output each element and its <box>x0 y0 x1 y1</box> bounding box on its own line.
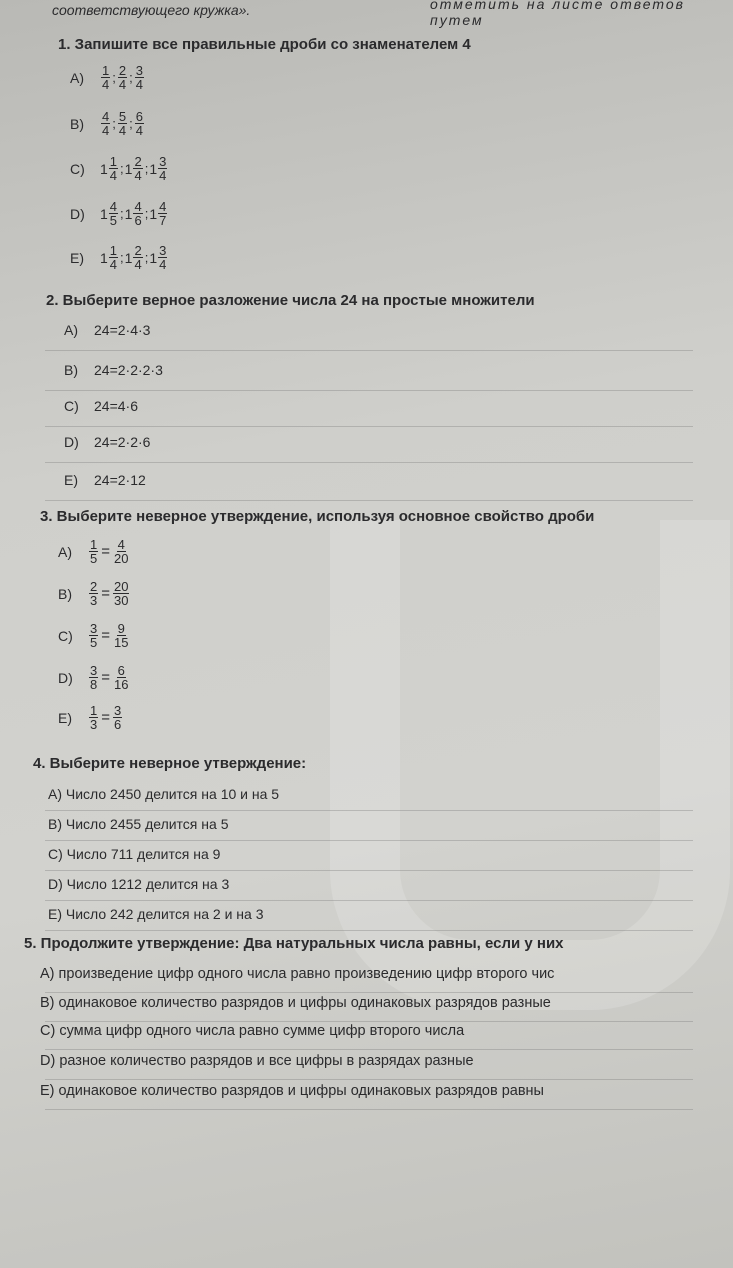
numerator: 4 <box>102 109 110 124</box>
denominator: 5 <box>90 551 98 566</box>
ruled-line <box>45 992 693 993</box>
answer-option <box>70 200 168 227</box>
numerator: 4 <box>134 199 142 214</box>
equals-sign: = <box>101 669 110 686</box>
ruled-line <box>45 840 693 841</box>
option-letter: B) <box>64 362 78 378</box>
separator: ; <box>144 250 149 265</box>
denominator: 8 <box>90 677 98 692</box>
numerator: 20 <box>114 579 129 594</box>
denominator: 4 <box>135 77 143 92</box>
numerator: 3 <box>114 703 122 718</box>
denominator: 4 <box>135 123 143 138</box>
numerator: 2 <box>118 63 127 78</box>
whole-part: 1 <box>100 249 108 266</box>
answer-option <box>70 155 168 182</box>
denominator: 3 <box>90 717 98 732</box>
fraction <box>158 155 167 182</box>
fraction <box>109 155 118 182</box>
ruled-line <box>45 1109 693 1110</box>
answer-option: B) одинаковое количество разрядов и цифры одинаковых разрядов разные <box>40 995 551 1011</box>
separator: ; <box>120 161 124 176</box>
whole-part: 1 <box>149 249 158 266</box>
whole-part: 1 <box>124 160 133 177</box>
fraction <box>133 155 142 182</box>
fraction <box>118 64 127 91</box>
answer-option: E) Число 242 делится на 2 и на 3 <box>48 906 264 922</box>
option-letter: A) <box>64 322 78 338</box>
numerator: 3 <box>90 663 98 678</box>
answer-option <box>58 622 130 649</box>
answer-option <box>64 322 150 338</box>
numerator: 4 <box>117 537 125 552</box>
ruled-line <box>45 1079 693 1080</box>
fraction-right <box>113 704 122 731</box>
answer-option: C) Число 711 делится на 9 <box>48 846 221 862</box>
denominator: 4 <box>118 77 127 92</box>
answer-option <box>58 538 130 565</box>
denominator: 3 <box>90 593 98 608</box>
numerator: 1 <box>109 154 118 169</box>
option-letter: E) <box>64 472 78 488</box>
answer-option <box>64 472 146 488</box>
answer-option <box>58 664 130 691</box>
numerator: 6 <box>117 663 125 678</box>
equals-sign: = <box>101 709 110 726</box>
option-text: 24=4·6 <box>94 398 138 414</box>
ruled-line <box>45 930 693 931</box>
option-letter: C) <box>58 627 73 644</box>
numerator: 2 <box>134 243 142 258</box>
fraction <box>101 110 110 137</box>
fraction-left <box>89 704 98 731</box>
fraction <box>158 200 167 227</box>
header-text-left: соответствующего кружка». <box>52 2 251 18</box>
answer-option: A) Число 2450 делится на 10 и на 5 <box>48 786 280 802</box>
fraction-left <box>89 622 98 649</box>
option-letter: C) <box>70 160 85 177</box>
fraction-right <box>113 538 129 565</box>
fraction-right <box>113 622 129 649</box>
option-letter: D) <box>58 669 73 686</box>
option-letter: B) <box>70 115 84 132</box>
ruled-line <box>45 426 693 427</box>
denominator: 4 <box>118 123 127 138</box>
numerator: 1 <box>102 63 110 78</box>
answer-option: E) одинаковое количество разрядов и цифры одинаковых разрядов равны <box>40 1083 544 1099</box>
header-text-right: отметить на листе ответов путем <box>430 0 685 28</box>
answer-option: D) разное количество разрядов и все цифры в разрядах разные <box>40 1053 474 1069</box>
option-letter: D) <box>64 434 79 450</box>
option-letter: B) <box>58 585 72 602</box>
question-2-title: 2. Выберите верное разложение числа 24 на простые множители <box>46 292 535 309</box>
numerator: 1 <box>90 703 98 718</box>
fraction <box>133 244 142 271</box>
ruled-line <box>45 390 693 391</box>
equals-sign: = <box>101 543 110 560</box>
question-1-title: 1. Запишите все правильные дроби со знаменателем 4 <box>58 36 471 53</box>
ruled-line <box>45 500 693 501</box>
denominator: 15 <box>114 635 129 650</box>
denominator: 4 <box>159 257 167 272</box>
answer-option: C) сумма цифр одного числа равно сумме цифр второго числа <box>40 1023 465 1039</box>
numerator: 3 <box>159 154 167 169</box>
ruled-line <box>45 462 693 463</box>
numerator: 2 <box>134 154 142 169</box>
answer-option <box>70 110 145 137</box>
ruled-line <box>45 900 693 901</box>
denominator: 4 <box>159 168 167 183</box>
fraction-left <box>89 580 98 607</box>
denominator: 4 <box>109 168 118 183</box>
fraction <box>135 64 144 91</box>
denominator: 4 <box>102 77 110 92</box>
numerator: 4 <box>109 199 118 214</box>
numerator: 6 <box>135 109 143 124</box>
answer-option <box>64 398 138 414</box>
question-4-title: 4. Выберите неверное утверждение: <box>33 755 307 772</box>
answer-option <box>70 244 168 271</box>
fraction <box>118 110 127 137</box>
numerator: 4 <box>159 199 167 214</box>
separator: ; <box>129 116 133 131</box>
separator: ; <box>112 70 116 85</box>
option-letter: D) <box>70 205 85 222</box>
fraction-left <box>89 664 98 691</box>
fraction-right <box>113 580 129 607</box>
whole-part: 1 <box>149 160 158 177</box>
answer-option <box>58 704 123 731</box>
option-text: 24=2·2·6 <box>94 434 151 450</box>
denominator: 5 <box>90 635 98 650</box>
denominator: 30 <box>114 593 129 608</box>
answer-option <box>64 362 163 378</box>
ruled-line <box>45 1021 693 1022</box>
ruled-line <box>45 350 693 351</box>
numerator: 9 <box>117 621 125 636</box>
option-text: 24=2·2·2·3 <box>94 362 163 378</box>
question-5-title: 5. Продолжите утверждение: Два натуральных числа равны, если у них <box>24 935 564 952</box>
numerator: 1 <box>90 537 98 552</box>
answer-option: A) произведение цифр одного числа равно произведению цифр второго чис <box>40 966 555 982</box>
option-letter: E) <box>70 249 84 266</box>
answer-option <box>58 580 130 607</box>
whole-part: 1 <box>100 205 108 222</box>
option-text: 24=2·4·3 <box>94 322 151 338</box>
denominator: 4 <box>134 257 142 272</box>
answer-option <box>64 434 150 450</box>
separator: ; <box>120 250 124 265</box>
answer-option: D) Число 1212 делится на 3 <box>48 876 230 892</box>
option-letter: A) <box>58 543 72 560</box>
denominator: 6 <box>114 717 122 732</box>
denominator: 16 <box>114 677 129 692</box>
separator: ; <box>129 70 133 85</box>
denominator: 4 <box>102 123 110 138</box>
fraction <box>101 64 110 91</box>
numerator: 3 <box>90 621 98 636</box>
option-letter: C) <box>64 398 79 414</box>
numerator: 3 <box>135 63 143 78</box>
numerator: 2 <box>90 579 98 594</box>
option-letter: A) <box>70 69 84 86</box>
whole-part: 1 <box>100 160 108 177</box>
option-letter: E) <box>58 709 72 726</box>
fraction <box>158 244 167 271</box>
fraction <box>109 200 118 227</box>
denominator: 6 <box>134 213 142 228</box>
equals-sign: = <box>101 585 110 602</box>
answer-option <box>70 64 145 91</box>
separator: ; <box>144 206 149 221</box>
separator: ; <box>120 206 124 221</box>
denominator: 20 <box>114 551 129 566</box>
question-3-title: 3. Выберите неверное утверждение, используя основное свойство дроби <box>40 508 595 525</box>
fraction <box>135 110 144 137</box>
denominator: 4 <box>109 257 118 272</box>
fraction <box>133 200 142 227</box>
separator: ; <box>144 161 149 176</box>
denominator: 4 <box>134 168 142 183</box>
answer-option: B) Число 2455 делится на 5 <box>48 816 229 832</box>
whole-part: 1 <box>124 249 133 266</box>
ruled-line <box>45 1049 693 1050</box>
denominator: 7 <box>159 213 167 228</box>
separator: ; <box>112 116 116 131</box>
whole-part: 1 <box>149 205 158 222</box>
fraction-right <box>113 664 129 691</box>
denominator: 5 <box>109 213 118 228</box>
numerator: 5 <box>118 109 127 124</box>
equals-sign: = <box>101 627 110 644</box>
numerator: 1 <box>109 243 118 258</box>
ruled-line <box>45 810 693 811</box>
numerator: 3 <box>159 243 167 258</box>
option-text: 24=2·12 <box>94 472 146 488</box>
fraction-left <box>89 538 98 565</box>
fraction <box>109 244 118 271</box>
ruled-line <box>45 870 693 871</box>
whole-part: 1 <box>124 205 133 222</box>
